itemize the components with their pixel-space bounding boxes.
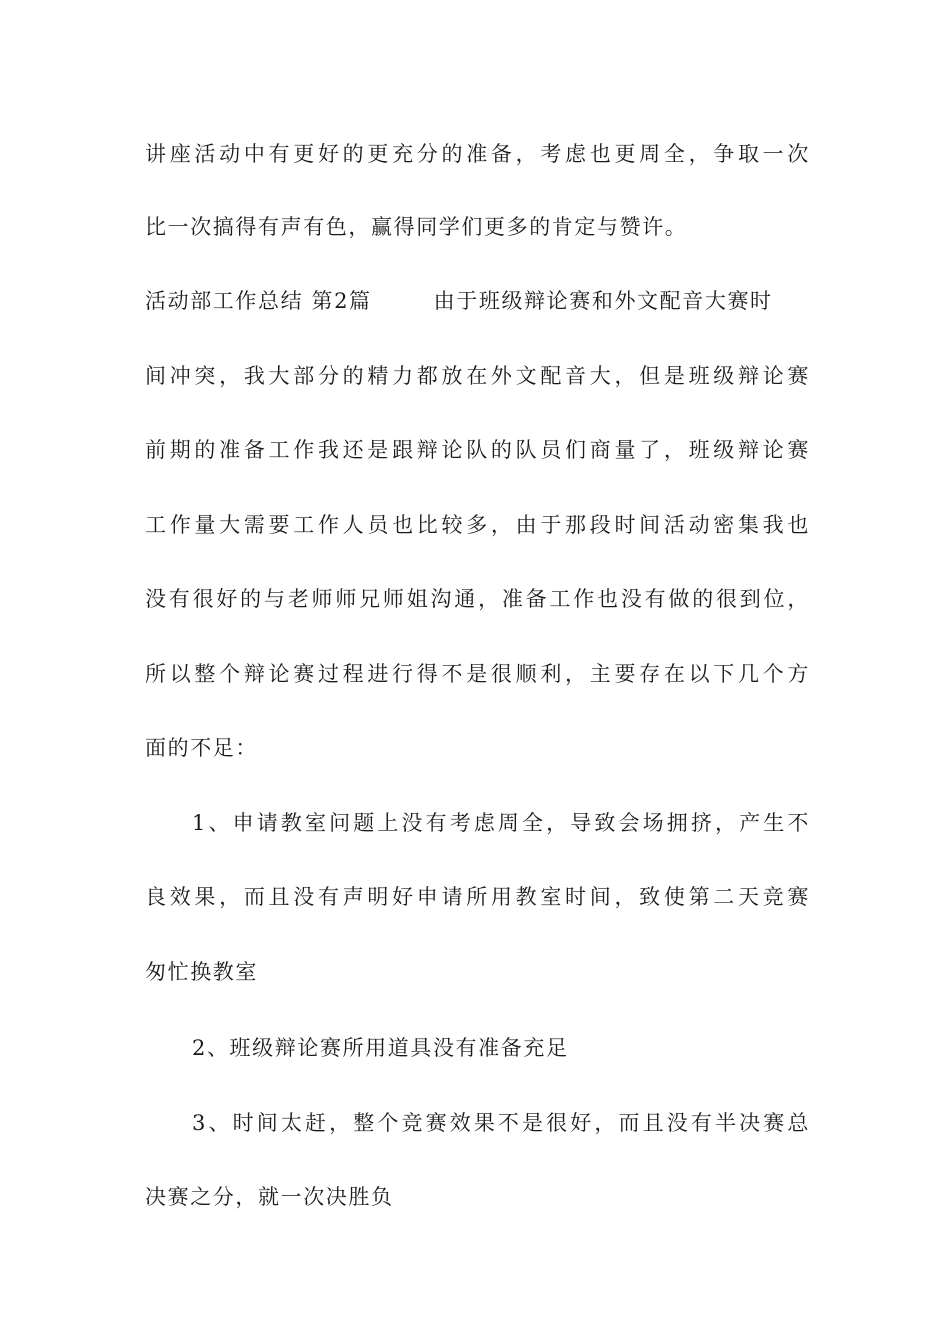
paragraph-line: 所以整个辩论赛过程进行得不是很顺利，主要存在以下几个方 [145, 662, 810, 686]
list-item: 2、班级辩论赛所用道具没有准备充足 [192, 1036, 569, 1060]
paragraph-line: 比一次搞得有声有色，赢得同学们更多的肯定与赞许。 [145, 215, 688, 239]
list-item-continuation: 良效果，而且没有声明好申请所用教室时间，致使第二天竞赛 [145, 885, 810, 909]
paragraph-line: 工作量大需要工作人员也比较多，由于那段时间活动密集我也 [145, 513, 810, 537]
paragraph-line: 面的不足： [145, 736, 258, 760]
section-heading-line [145, 286, 810, 316]
list-item-continuation: 匆忙换教室 [145, 960, 258, 984]
paragraph-line: 讲座活动中有更好的更充分的准备，考虑也更周全，争取一次 [145, 142, 810, 166]
list-item-continuation: 决赛之分，就一次决胜负 [145, 1185, 394, 1209]
paragraph-line: 间冲突，我大部分的精力都放在外文配音大，但是班级辩论赛 [145, 364, 810, 388]
section-first-line: 由于班级辩论赛和外文配音大赛时 [433, 289, 773, 313]
paragraph-line: 前期的准备工作我还是跟辩论队的队员们商量了，班级辩论赛 [145, 438, 810, 462]
list-item: 3、时间太赶，整个竞赛效果不是很好，而且没有半决赛总 [192, 1111, 810, 1135]
section-heading: 活动部工作总结 第2篇 [145, 289, 372, 313]
list-item: 1、申请教室问题上没有考虑周全，导致会场拥挤，产生不 [192, 811, 810, 835]
paragraph-line: 没有很好的与老师师兄师姐沟通，准备工作也没有做的很到位， [145, 587, 810, 611]
